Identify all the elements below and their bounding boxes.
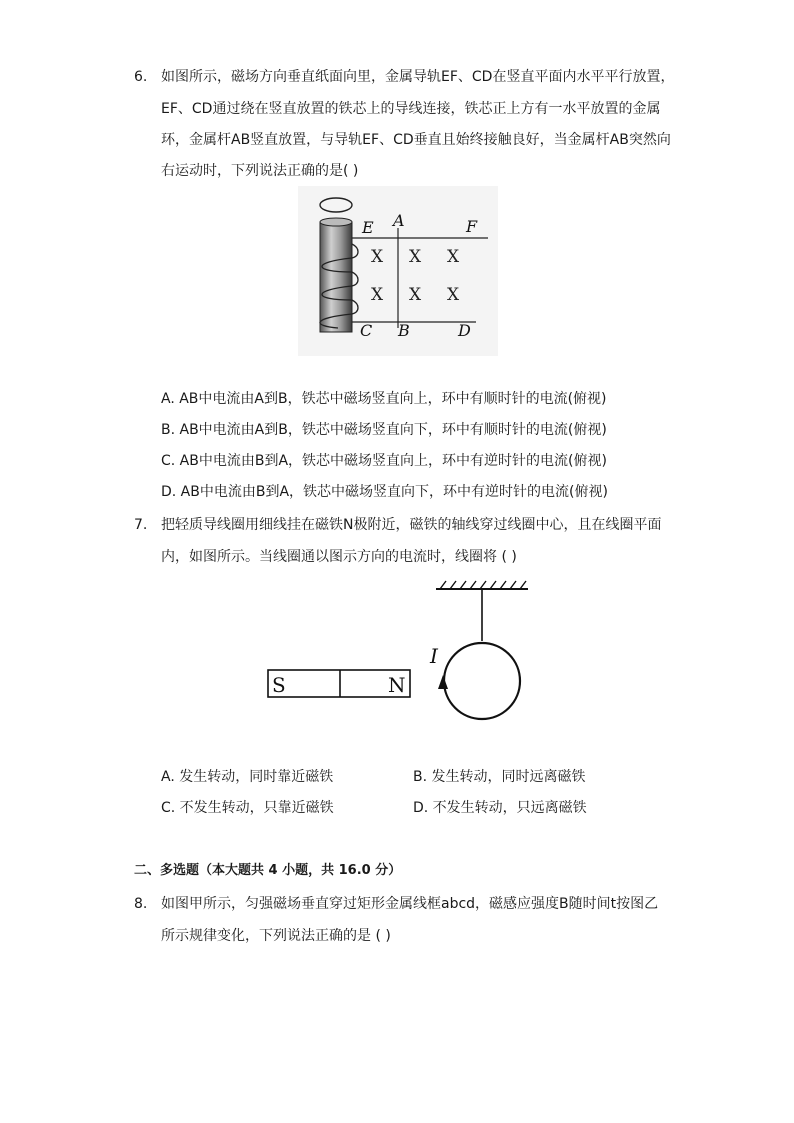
field-cross: X [409,285,422,305]
field-cross: X [371,285,384,305]
question-number: 7. [134,517,148,533]
option-a[interactable]: A. 发生转动，同时靠近磁铁 [161,769,334,785]
label-current-I: I [430,644,438,668]
question-text-line: 环，金属杆AB竖直放置，与导轨EF、CD垂直且始终接触良好，当金属杆AB突然向 [161,132,671,148]
option-c[interactable]: C. 不发生转动，只靠近磁铁 [161,800,334,816]
section-heading: 二、多选题（本大题共 4 小题，共 16.0 分） [134,863,402,878]
label-S-pole: S [272,673,286,697]
label-F: F [466,217,478,236]
question-text-line: 所示规律变化，下列说法正确的是 ( ) [161,928,391,944]
question-text-line: 内，如图所示。当线圈通以图示方向的电流时，线圈将 ( ) [161,549,517,565]
question-number: 6. [134,69,148,85]
question-text-line: 把轻质导线圈用细线挂在磁铁N极附近，磁铁的轴线穿过线圈中心，且在线圈平面 [161,517,662,533]
option-d[interactable]: D. 不发生转动，只远离磁铁 [413,800,587,816]
label-N-pole: N [388,673,406,697]
question-text-line: 如图所示，磁场方向垂直纸面向里，金属导轨EF、CD在竖直平面内水平平行放置， [161,69,675,85]
field-cross: X [409,247,422,267]
option-a[interactable]: A. AB中电流由A到B，铁芯中磁场竖直向上，环中有顺时针的电流(俯视) [161,391,607,407]
field-cross: X [447,285,460,305]
label-E: E [362,218,374,237]
option-b[interactable]: B. 发生转动，同时远离磁铁 [413,769,586,785]
label-A: A [393,211,405,230]
label-C: C [360,321,373,340]
figure-magnet-coil [262,577,542,727]
wire-coil [444,643,520,719]
option-c[interactable]: C. AB中电流由B到A，铁芯中磁场竖直向上，环中有逆时针的电流(俯视) [161,453,607,469]
question-number: 8. [134,896,148,912]
question-text-line: 如图甲所示，匀强磁场垂直穿过矩形金属线框abcd，磁感应强度B随时间t按图乙 [161,896,659,912]
field-cross: X [371,247,384,267]
option-b[interactable]: B. AB中电流由A到B，铁芯中磁场竖直向下，环中有顺时针的电流(俯视) [161,422,607,438]
field-cross: X [447,247,460,267]
question-text-line: EF、CD通过绕在竖直放置的铁芯上的导线连接，铁芯正上方有一水平放置的金属 [161,101,661,117]
label-D: D [458,321,471,340]
figure-rails-iron-core [298,186,498,356]
current-arrow-icon [438,675,448,689]
question-text-line: 右运动时，下列说法正确的是( ) [161,163,359,179]
option-d[interactable]: D. AB中电流由B到A，铁芯中磁场竖直向下，环中有逆时针的电流(俯视) [161,484,608,500]
label-B: B [398,321,410,340]
